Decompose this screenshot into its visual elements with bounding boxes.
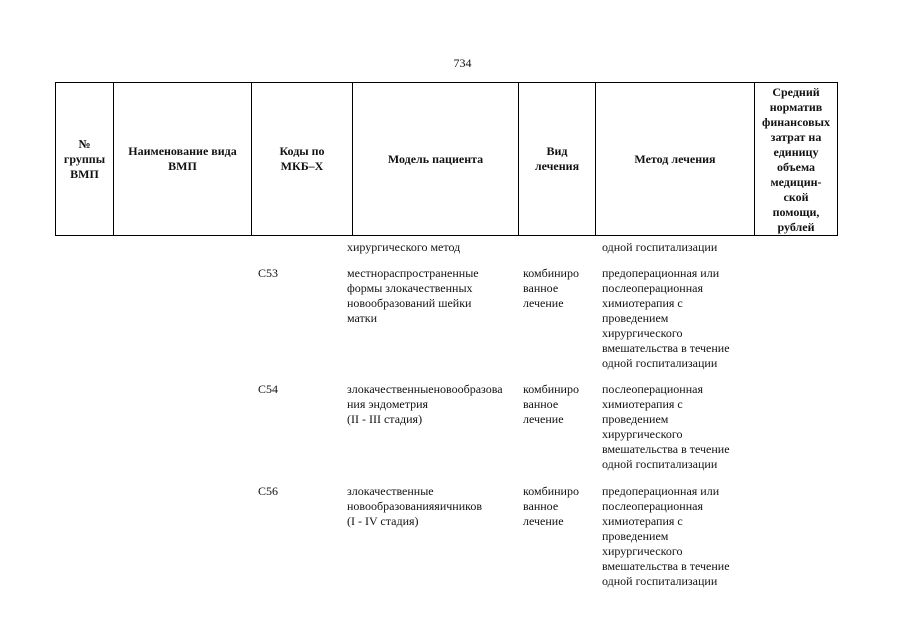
header-patient-model: Модель пациента (353, 83, 519, 236)
table-header (55, 82, 838, 236)
row-code: C53 (258, 266, 279, 280)
row-patient-model: местнораспространенные формы злокачественных новообразований шейки матки (347, 266, 479, 325)
row-code: C56 (258, 484, 279, 498)
row-treatment-type: комбиниро ванное лечение (523, 266, 579, 310)
page-number: 734 (453, 56, 472, 70)
row-code: C54 (258, 382, 279, 396)
header-group-number: № группы ВМП (56, 83, 114, 236)
header-cost: Средний норматив финансовых затрат на единицу объема медицин- ской помощи, рублей (755, 83, 838, 236)
row-patient-model: злокачественные новообразованияяичников (I - IV стадия) (347, 484, 483, 528)
row-treatment-method: предоперационная или послеоперационная химиотерапия с проведением хирургического вмешательства в течение одной госпитализации (602, 266, 730, 370)
header-vmp-name: Наименование вида ВМП (114, 83, 252, 236)
row-treatment-type: комбиниро ванное лечение (523, 484, 579, 528)
row-treatment-method: послеоперационная химиотерапия с проведением хирургического вмешательства в течение одной госпитализации (602, 382, 730, 471)
continuation-treatment-method: одной госпитализации (602, 240, 718, 254)
continuation-patient-model: хирургического метод (347, 240, 461, 254)
header-icd-codes: Коды по МКБ–Х (252, 83, 353, 236)
row-treatment-type: комбиниро ванное лечение (523, 382, 579, 426)
row-patient-model: злокачественныеновообразова ния эндометрия (II - III стадия) (347, 382, 503, 426)
header-treatment-type: Вид лечения (519, 83, 596, 236)
header-treatment-method: Метод лечения (596, 83, 755, 236)
row-treatment-method: предоперационная или послеоперационная химиотерапия с проведением хирургического вмешательства в течение одной госпитализации (602, 484, 730, 588)
